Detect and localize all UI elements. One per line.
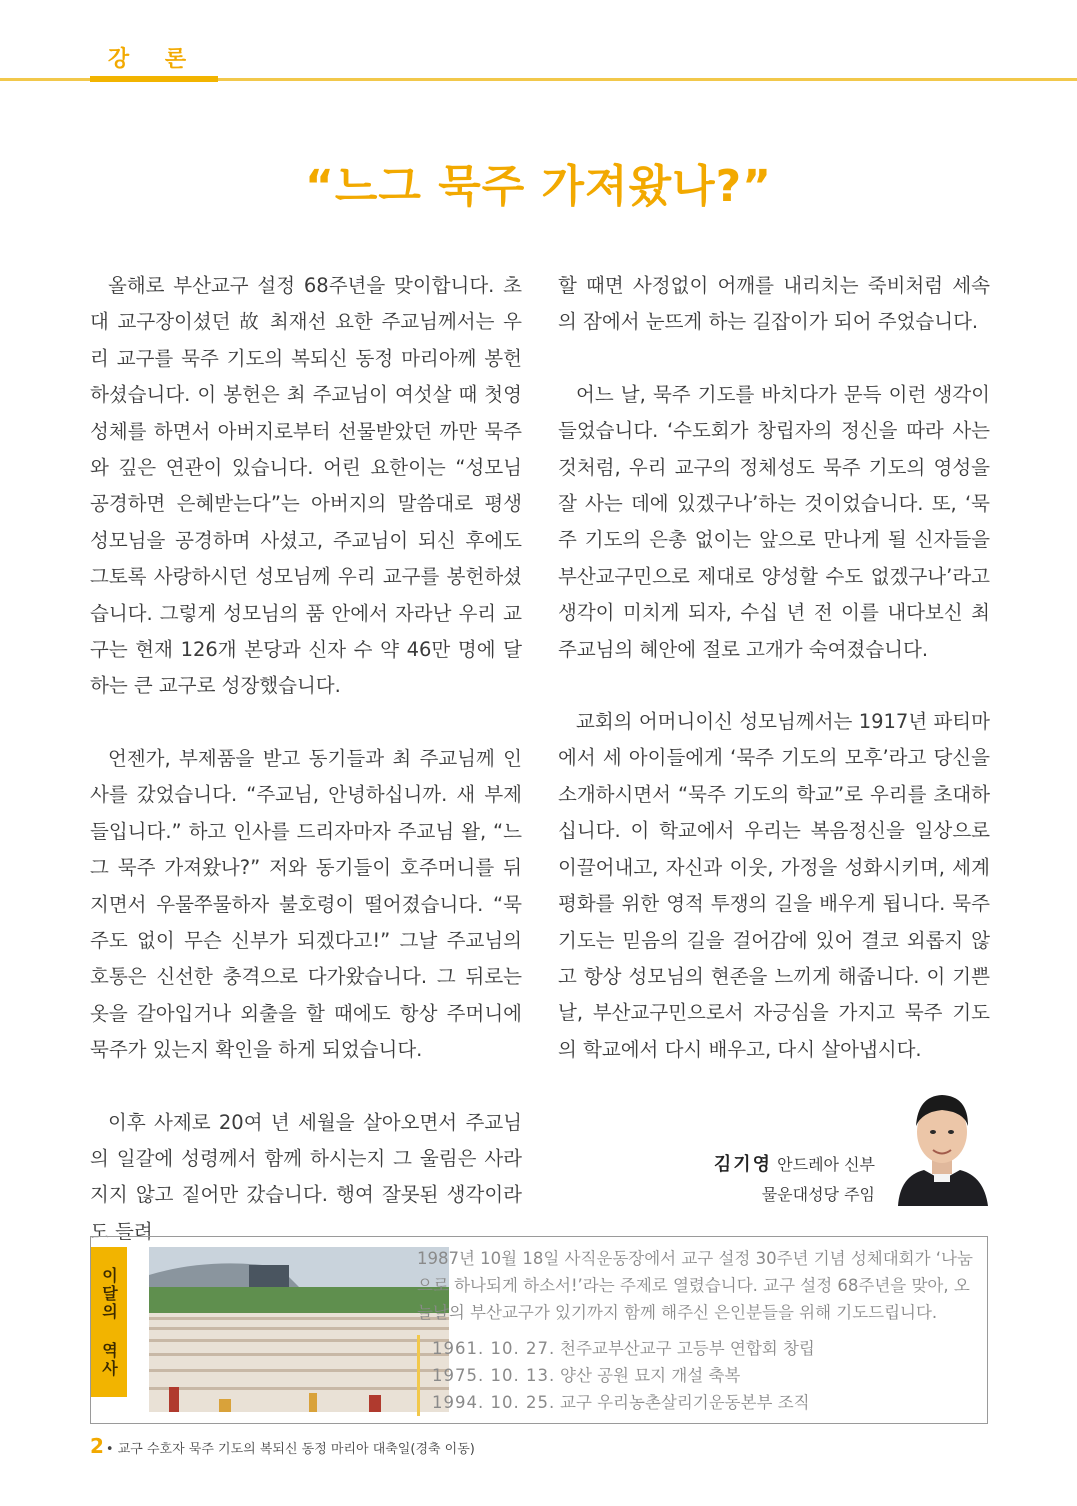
history-events — [417, 1335, 992, 1416]
event-row — [432, 1335, 992, 1362]
event-row — [432, 1389, 992, 1416]
history-tag: 이달의 역사 — [91, 1247, 127, 1397]
author-block — [660, 1150, 875, 1210]
event-date: 1994. 10. 25. — [432, 1393, 556, 1412]
paragraph: 교회의 어머니이신 성모님께서는 1917년 파티마에서 세 아이들에게 ‘묵주 기도의 모후’라고 당신을 소개하시면서 “묵주 기도의 학교”로 우리를 초대하십니다. 이 학교에서 우리는 복음정신을 일상으로 이끌어내고, 자신과 이웃, 가정을 성화시키며, 세계 평화를 위한 영적 투쟁의 길을 배우게 됩니다. 묵주 기도는 믿음의 길을 걸어감에 있어 결코 외롭지 않고 항상 성모님의 현존을 느끼게 해줍니다. 이 기쁜 날, 부산교구민으로서 자긍심을 가지고 묵주 기도의 학교에서 다시 배우고, 다시 살아냅시다. — [558, 710, 990, 1061]
paragraph: 올해로 부산교구 설정 68주년을 맞이합니다. 초대 교구장이셨던 故 최재선 요한 주교님께서는 우리 교구를 묵주 기도의 복되신 동정 마리아께 봉헌하셨습니다. 이 봉헌은 최 주교님이 여섯살 때 첫영성체를 하면서 아버지로부터 선물받았던 까만 묵주와 깊은 연관이 있습니다. 어린 요한이는 “성모님 공경하면 은혜받는다”는 아버지의 말씀대로 평생 성모님을 공경하며 사셨고, 주교님이 되신 후에도 그토록 사랑하시던 성모님께 우리 교구를 봉헌하셨습니다. 그렇게 성모님의 품 안에서 자라난 우리 교구는 현재 126개 본당과 신자 수 약 46만 명에 달하는 큰 교구로 성장했습니다. — [90, 274, 522, 698]
left-column — [90, 268, 522, 1250]
history-box — [90, 1236, 988, 1424]
paragraph: 이후 사제로 20여 년 세월을 살아오면서 주교님의 일갈에 성령께서 함께 하시는지 그 울림은 사라지지 않고 짙어만 갔습니다. 행여 잘못된 생각이라도 들려 — [90, 1110, 522, 1243]
event-text: 양산 공원 묘지 개설 축복 — [560, 1366, 741, 1385]
author-name: 김기영 — [713, 1154, 773, 1175]
history-caption: 1987년 10월 18일 사직운동장에서 교구 설정 30주년 기념 성체대회가 ‘나눔으로 하나되게 하소서!’라는 주제로 열렸습니다. 교구 설정 68주년을 맞아, 오늘날의 부산교구가 있기까지 함께 해주신 은인분들을 위해 기도드립니다. — [417, 1249, 973, 1322]
section-label: 강 론 — [107, 47, 201, 72]
page-footer — [90, 1434, 475, 1458]
author-role: 안드레아 신부 — [777, 1155, 875, 1174]
event-text: 교구 우리농촌살리기운동본부 조직 — [560, 1393, 810, 1412]
paragraph: 어느 날, 묵주 기도를 바치다가 문득 이런 생각이 들었습니다. ‘수도회가 창립자의 정신을 따라 사는 것처럼, 우리 교구의 정체성도 묵주 기도의 영성을 잘 사는 데에 있겠구나’하는 것이었습니다. 또, ‘묵주 기도의 은총 없이는 앞으로 만나게 될 신자들을 부산교구민으로 제대로 양성할 수도 없겠구나’라고 생각이 미치게 되자, 수십 년 전 이를 내다보신 최 주교님의 혜안에 절로 고개가 숙여졌습니다. — [558, 382, 990, 661]
event-text: 천주교부산교구 고등부 연합회 창립 — [560, 1339, 815, 1358]
author-photo — [890, 1080, 994, 1206]
paragraph: 언젠가, 부제품을 받고 동기들과 최 주교님께 인사를 갔었습니다. “주교님, 안녕하십니까. 새 부제들입니다.” 하고 인사를 드리자마자 주교님 왈, “느그 묵주 가져왔나?” 저와 동기들이 호주머니를 뒤지면서 우물쭈물하자 불호령이 떨어졌습니다. “묵주도 없이 무슨 신부가 되겠다고!” 그날 주교님의 호통은 신선한 충격으로 다가왔습니다. 그 뒤로는 옷을 갈아입거나 외출을 할 때에도 항상 주머니에 묵주가 있는지 확인을 하게 되었습니다. — [90, 746, 522, 1062]
page-title: “느그 묵주 가져왔나?” — [304, 161, 773, 212]
footer-text: • 교구 수호자 묵주 기도의 복되신 동정 마리아 대축일(경축 이동) — [105, 1442, 475, 1457]
event-row — [432, 1362, 992, 1389]
page-number: 2 — [90, 1434, 104, 1458]
header-tab-underline — [90, 76, 218, 82]
paragraph: 할 때면 사정없이 어깨를 내리치는 죽비처럼 세속의 잠에서 눈뜨게 하는 길잡이가 되어 주었습니다. — [558, 274, 990, 334]
author-parish: 물운대성당 주임 — [761, 1185, 875, 1204]
stadium-photo — [149, 1247, 449, 1412]
right-column — [558, 268, 990, 1104]
event-date: 1975. 10. 13. — [432, 1366, 556, 1385]
event-date: 1961. 10. 27. — [432, 1339, 556, 1358]
